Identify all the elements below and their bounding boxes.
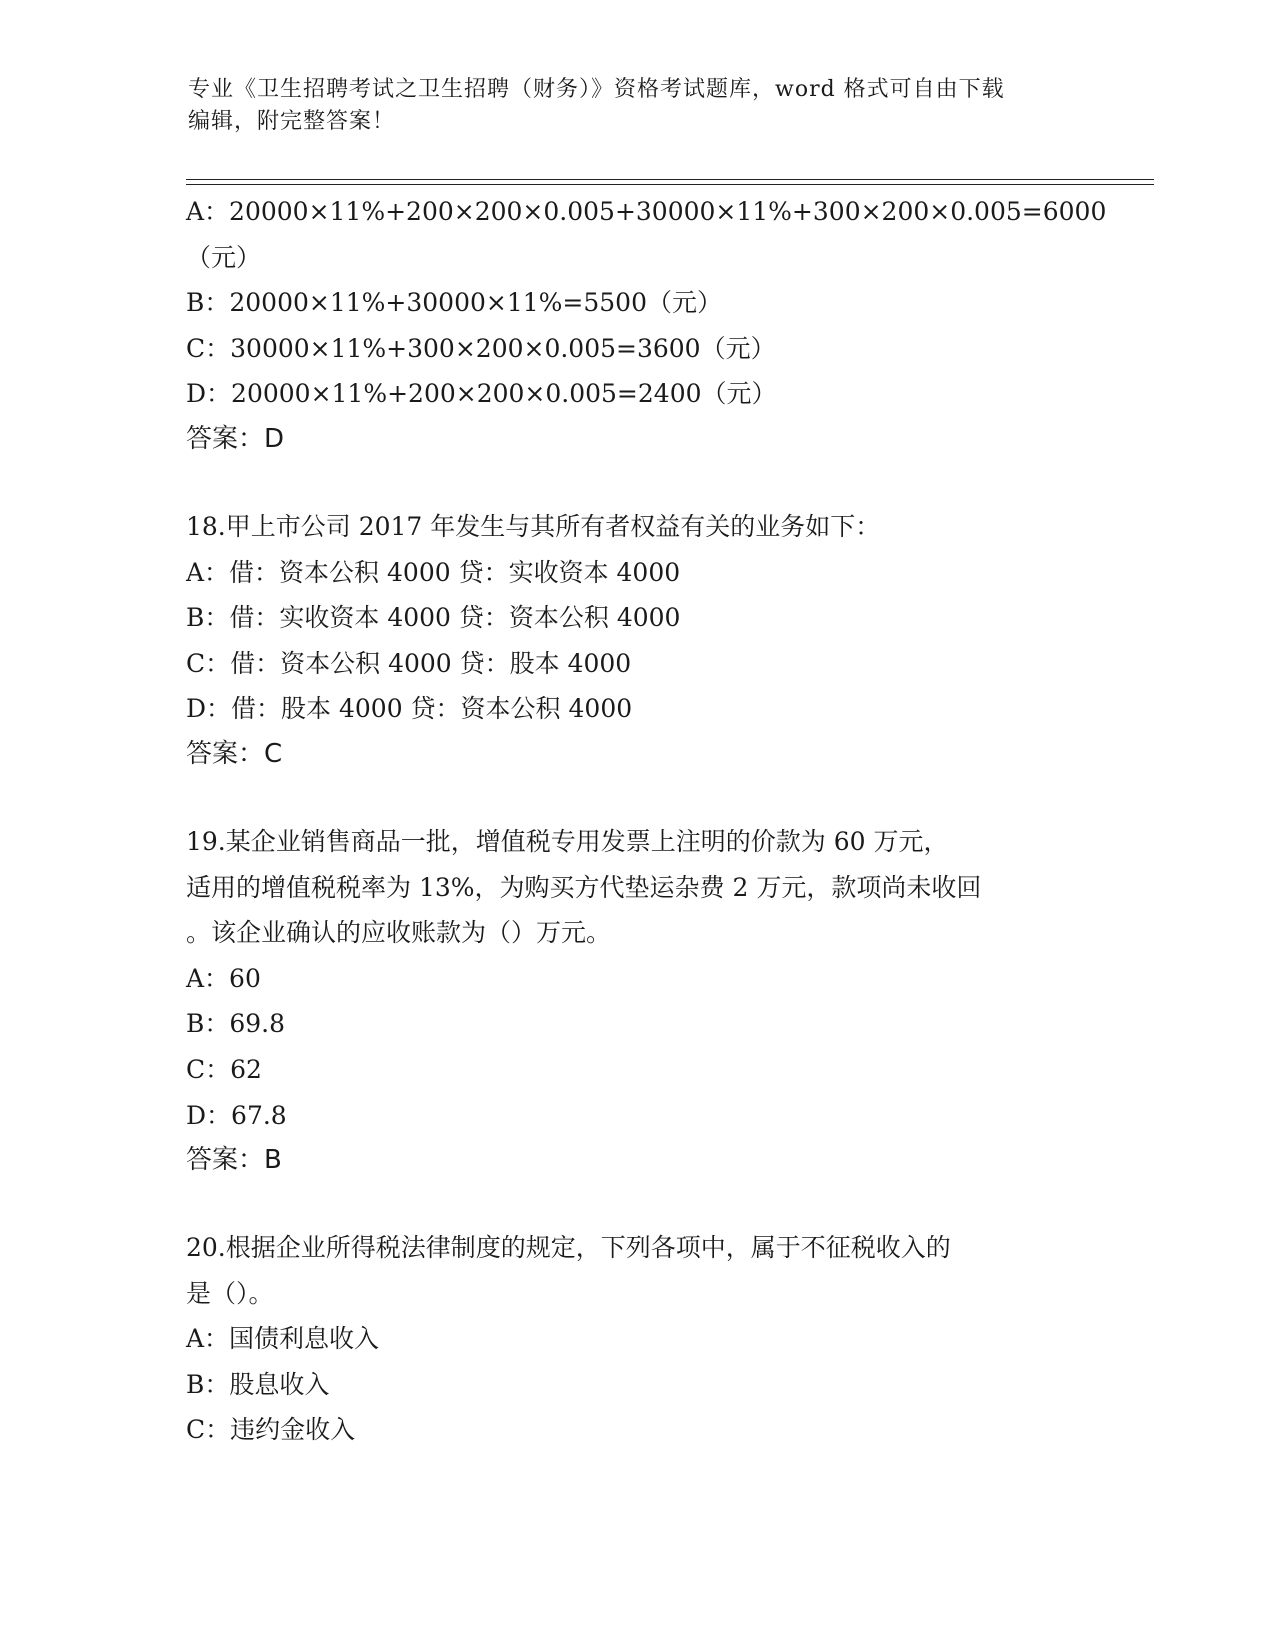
option-d: D：67.8 [186, 1100, 287, 1130]
question-stem: 18.甲上市公司 2017 年发生与其所有者权益有关的业务如下： [186, 511, 881, 541]
header-divider-top [186, 179, 1154, 180]
option-b: B：20000×11%+30000×11%=5500（元） [186, 288, 722, 318]
spacer [186, 462, 1086, 504]
question-19 [186, 819, 1086, 1183]
question-stem-line-1: 20.根据企业所得税法律制度的规定，下列各项中，属于不征税收入的 [186, 1233, 951, 1263]
question-stem-line-2: 适用的增值税税率为 13%，为购买方代垫运杂费 2 万元，款项尚未收回 [186, 872, 982, 902]
option-c: C：违约金收入 [186, 1415, 356, 1445]
header-line-1: 专业《卫生招聘考试之卫生招聘（财务）》资格考试题库，word 格式可自由下载 [188, 77, 1005, 102]
option-c: C：62 [186, 1054, 262, 1084]
option-b: B：股息收入 [186, 1369, 330, 1399]
answer-line: 答案：D [186, 423, 285, 454]
option-a-continued: （元） [186, 242, 262, 272]
spacer [186, 777, 1086, 819]
question-stem-line-3: 。该企业确认的应收账款为（）万元。 [186, 918, 612, 948]
header-divider-bottom [186, 184, 1154, 185]
question-18 [186, 504, 1086, 777]
question-20 [186, 1225, 1086, 1453]
option-d: D：20000×11%+200×200×0.005=2400（元） [186, 379, 777, 409]
question-stem-line-1: 19.某企业销售商品一批，增值税专用发票上注明的价款为 60 万元， [186, 826, 949, 856]
option-c: C：借：资本公积 4000 贷：股本 4000 [186, 648, 632, 678]
question-17 [186, 189, 1107, 462]
question-stem-line-2: 是（）。 [186, 1278, 274, 1308]
option-c: C：30000×11%+300×200×0.005=3600（元） [186, 333, 776, 363]
option-d: D：借：股本 4000 贷：资本公积 4000 [186, 694, 633, 724]
header-line-2: 编辑，附完整答案！ [188, 109, 396, 134]
document-header [188, 74, 1088, 138]
option-a: A：借：资本公积 4000 贷：实收资本 4000 [186, 557, 681, 587]
option-b: B：69.8 [186, 1009, 286, 1039]
option-a: A：60 [186, 963, 261, 993]
spacer [186, 1183, 1086, 1225]
option-a: A：20000×11%+200×200×0.005+30000×11%+300×200×0.005=6000 [186, 197, 1107, 226]
answer-line: 答案：B [186, 1145, 282, 1176]
question-list [186, 189, 1107, 1453]
option-b: B：借：实收资本 4000 贷：资本公积 4000 [186, 603, 681, 633]
option-a: A：国债利息收入 [186, 1324, 380, 1354]
answer-line: 答案：C [186, 738, 283, 769]
